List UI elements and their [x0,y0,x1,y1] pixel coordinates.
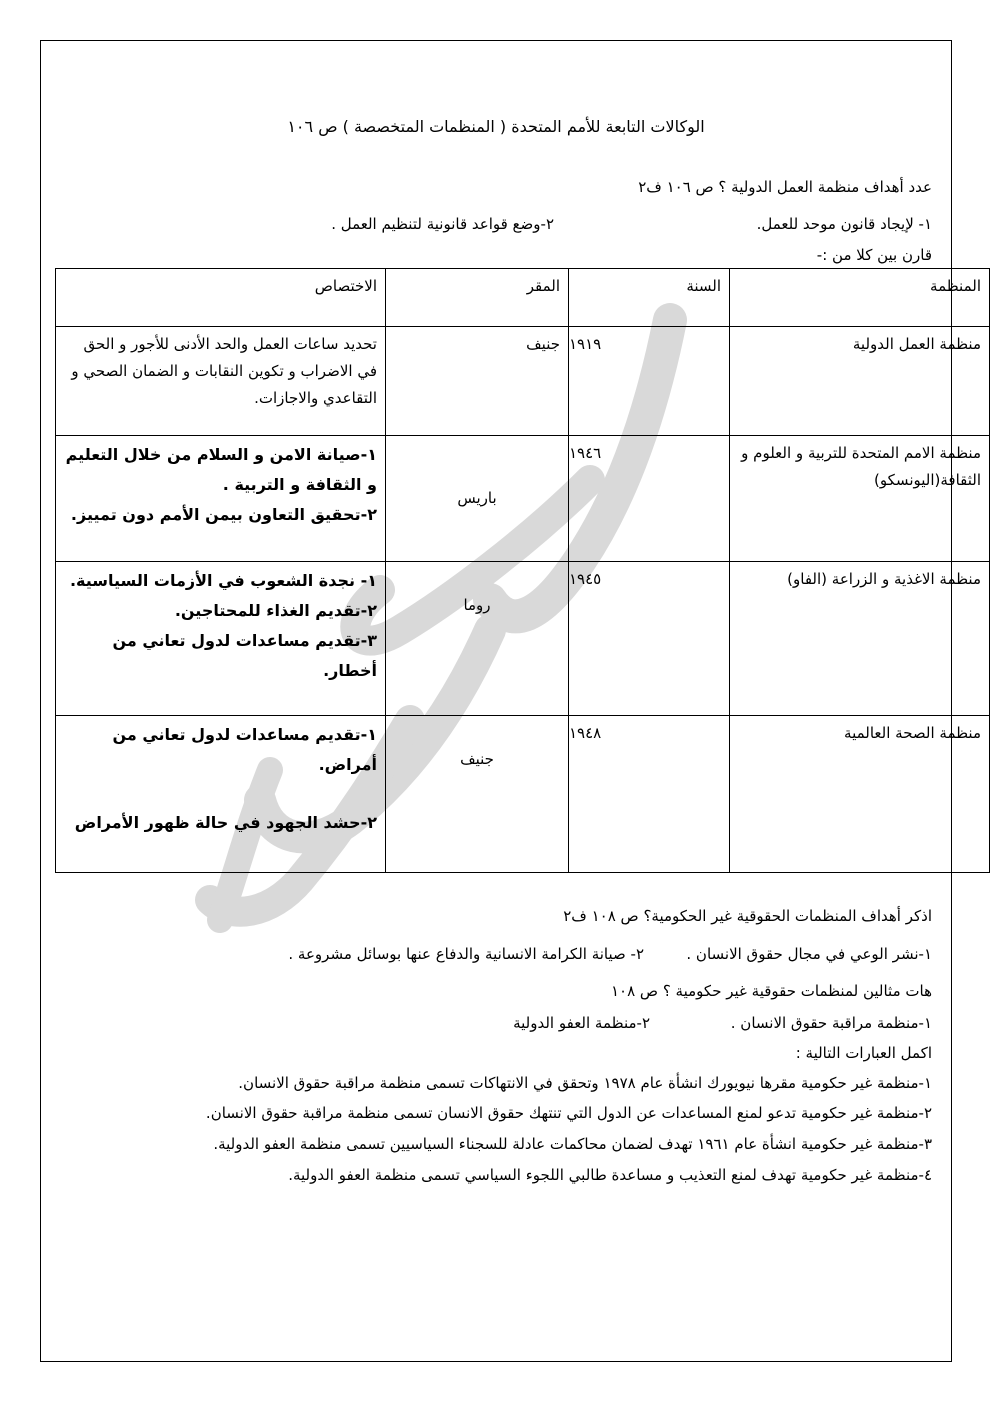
spec-item: ١-صيانة الامن و السلام من خلال التعليم و الثقافة و التربية . [65,445,377,494]
complete-item: ٤-منظمة غير حكومية تهدف لمنع التعذيب و مساعدة طالبي اللجوء السياسي تسمى منظمة العفو الدولية. [288,1166,932,1184]
spec-item: ٣-تقديم مساعدات لدول تعاني من أخطار. [112,631,377,680]
spec-item: ٢-حشد الجهود في حالة ظهور الأمراض [74,813,377,832]
cell-spec [56,562,386,716]
table-row [56,716,990,873]
cell-seat [386,716,569,873]
complete-prompt: اكمل العبارات التالية : [795,1044,932,1062]
spec-item: ٢-تقديم الغذاء للمحتاجين. [174,601,377,620]
question-ngo-goals: اذكر أهداف المنظمات الحقوقية غير الحكومية؟ ص ١٠٨ ف٢ [563,907,932,925]
answer-ilo-goal-1: ١- لإيجاد قانون موحد للعمل. [756,215,932,233]
compare-prompt: قارن بين كلا من :- [816,246,932,264]
question-ngo-examples: هات مثالين لمنظمات حقوقية غير حكومية ؟ ص ١٠٨ [610,982,932,1000]
complete-item: ١-منظمة غير حكومية مقرها نيويورك انشأة عام ١٩٧٨ وتحقق في الانتهاكات تسمى منظمة مراقبة حقوق الانسان. [238,1074,932,1092]
cell-spec [56,436,386,562]
year-value: ١٩١٩ [569,335,602,353]
page-title: الوكالات التابعة للأمم المتحدة ( المنظمات المتخصصة ) ص ١٠٦ [287,117,705,136]
cell-spec [56,716,386,873]
header-spec: الاختصاص [56,269,386,327]
cell-seat [386,562,569,716]
spec-item: ١- نجدة الشعوب في الأزمات السياسية. [69,571,377,590]
seat-value: جنيف [460,750,494,768]
header-org: المنظمة [730,269,990,327]
cell-org: منظمة الاغذية و الزراعة (الفاو) [730,562,990,716]
answer-ngo-example-2: ٢-منظمة العفو الدولية [513,1014,650,1032]
cell-year [569,327,730,436]
year-value: ١٩٤٦ [569,444,602,462]
cell-org: منظمة العمل الدولية [730,327,990,436]
cell-org: منظمة الصحة العالمية [730,716,990,873]
seat-value: روما [463,596,491,614]
answer-ngo-goal-1: ١-نشر الوعي في مجال حقوق الانسان . [686,945,932,963]
question-ilo-goals: عدد أهداف منظمة العمل الدولية ؟ ص ١٠٦ ف٢ [638,178,932,196]
year-value: ١٩٤٨ [569,724,602,742]
header-year: السنة [569,269,730,327]
table-header-row [56,269,990,327]
cell-year [569,436,730,562]
answer-ilo-goal-2: ٢-وضع قواعد قانونية لتنظيم العمل . [331,215,554,233]
cell-spec: تحديد ساعات العمل والحد الأدنى للأجور و الحق في الاضراب و تكوين النقابات و الضمان الصحي و التقاعدي والاجازات. [56,327,386,436]
table-row [56,327,990,436]
header-seat: المقر [386,269,569,327]
cell-year [569,562,730,716]
complete-item: ٢-منظمة غير حكومية تدعو لمنع المساعدات عن الدول التي تنتهك حقوق الانسان تسمى منظمة مراقبة حقوق الانسان. [205,1104,932,1122]
cell-org: منظمة الامم المتحدة للتربية و العلوم و الثقافة(اليونسكو) [730,436,990,562]
complete-item: ٣-منظمة غير حكومية انشأة عام ١٩٦١ تهدف لضمان محاكمات عادلة للسجناء السياسيين تسمى منظمة العفو الدولية. [213,1135,932,1153]
cell-seat: باريس [386,436,569,562]
table-row [56,562,990,716]
table-row [56,436,990,562]
answer-ngo-example-1: ١-منظمة مراقبة حقوق الانسان . [730,1014,932,1032]
comparison-table [55,268,990,873]
cell-seat: جنيف [386,327,569,436]
spec-item: ١-تقديم مساعدات لدول تعاني من أمراض. [112,725,377,774]
year-value: ١٩٤٥ [569,570,602,588]
answer-ngo-goal-2: ٢- صيانة الكرامة الانسانية والدفاع عنها بوسائل مشروعة . [288,945,644,963]
spec-item: ٢-تحقيق التعاون بيمن الأمم دون تمييز. [70,505,377,524]
cell-year [569,716,730,873]
